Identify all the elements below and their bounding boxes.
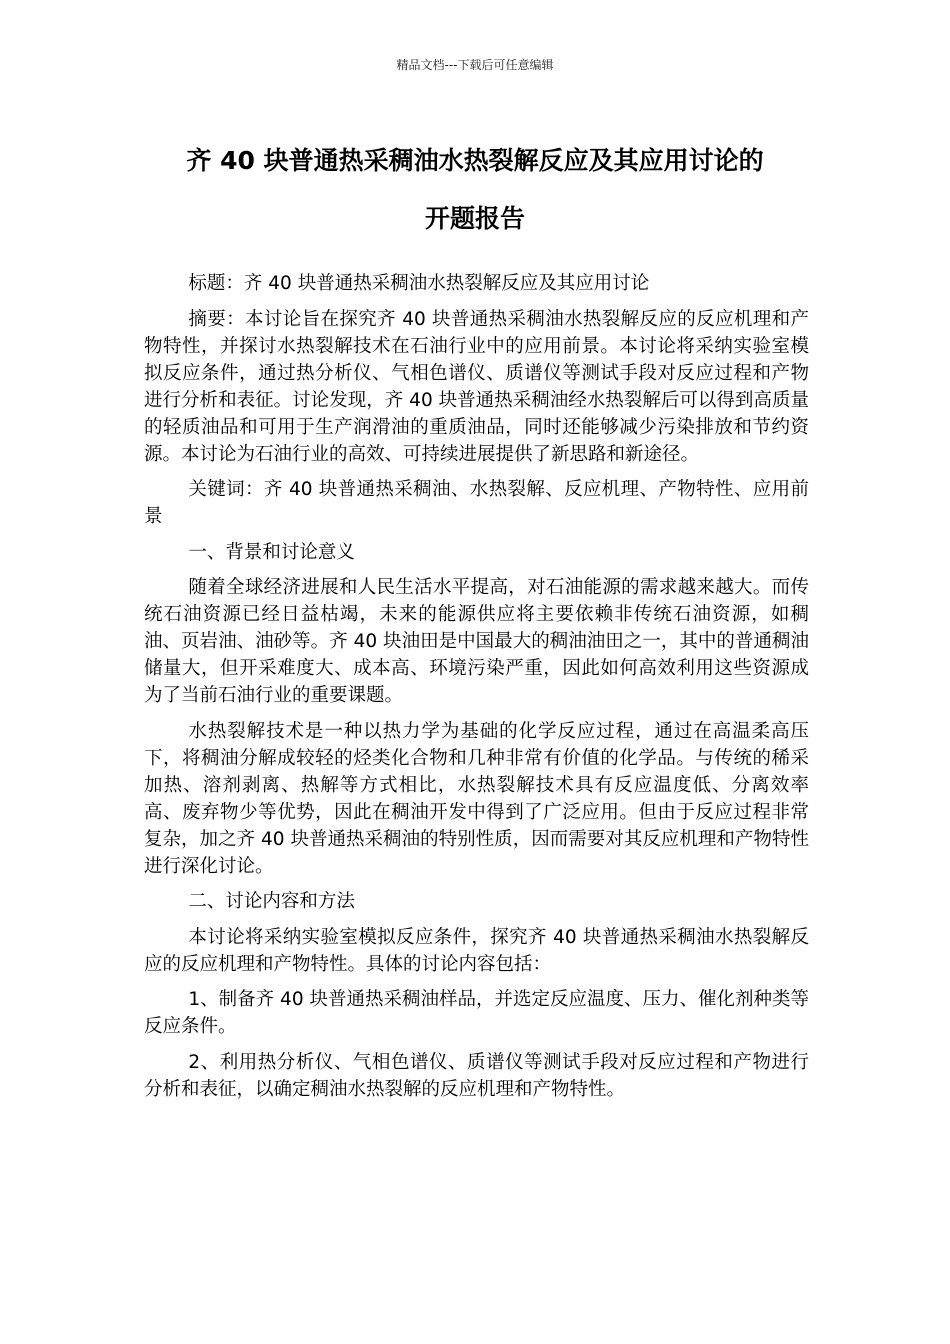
paragraph-keywords: 关键词：齐 40 块普通热采稠油、水热裂解、反应机理、产物特性、应用前景 <box>144 479 809 527</box>
paragraph-methods-intro: 本讨论将采纳实验室模拟反应条件，探究齐 40 块普通热采稠油水热裂解反应的反应机理和产物特性。具体的讨论内容包括： <box>144 926 809 975</box>
paragraph-background-2: 水热裂解技术是一种以热力学为基础的化学反应过程，通过在高温柔高压下，将稠油分解成较轻的烃类化合物和几种非常有价值的化学品。与传统的稀采加热、溶剂剥离、热解等方式相比，水热裂解技术具有反应温度低、分离效率高、废弃物少等优势，因此在稠油开发中得到了广泛应用。但由于反应过程非常复杂，加之齐 40 块普通热采稠油的特别性质，因而需要对其反应机理和产物特性进行深化讨论。 <box>144 720 809 877</box>
section-heading-background: 一、背景和讨论意义 <box>188 541 355 563</box>
list-item-2: 2、利用热分析仪、气相色谱仪、质谱仪等测试手段对反应过程和产物进行分析和表征，以确定稠油水热裂解的反应机理和产物特性。 <box>144 1051 809 1100</box>
paragraph-background-1: 随着全球经济进展和人民生活水平提高，对石油能源的需求越来越大。而传统石油资源已经日益枯竭，未来的能源供应将主要依赖非传统石油资源，如稠油、页岩油、油砂等。齐 40 块油田是中国最大的稠油油田之一，其中的普通稠油储量大，但开采难度大、成本高、环境污染严重，因此如何高效利用这些资源成为了当前石油行业的重要课题。 <box>144 577 809 706</box>
title-line-2: 开题报告 <box>424 204 525 233</box>
header-note: 精品文档---下载后可任意编辑 <box>396 58 554 72</box>
document-body <box>144 270 809 1111</box>
section-heading-methods: 二、讨论内容和方法 <box>188 891 355 912</box>
title-line-1: 齐 40 块普通热采稠油水热裂解反应及其应用讨论的 <box>186 146 764 175</box>
paragraph-title-label: 标题：齐 40 块普通热采稠油水热裂解反应及其应用讨论 <box>188 273 650 294</box>
document-title <box>120 132 830 248</box>
paragraph-abstract: 摘要：本讨论旨在探究齐 40 块普通热采稠油水热裂解反应的反应机理和产物特性，并探讨水热裂解技术在石油行业中的应用前景。本讨论将采纳实验室模拟反应条件，通过热分析仪、气相色谱仪、质谱仪等测试手段对反应过程和产物进行分析和表征。讨论发现，齐 40 块普通热采稠油经水热裂解后可以得到高质量的轻质油品和可用于生产润滑油的重质油品，同时还能够减少污染排放和节约资源。本讨论为石油行业的高效、可持续进展提供了新思路和新途径。 <box>144 308 809 465</box>
list-item-1: 1、制备齐 40 块普通热采稠油样品，并选定反应温度、压力、催化剂种类等反应条件。 <box>144 989 809 1037</box>
